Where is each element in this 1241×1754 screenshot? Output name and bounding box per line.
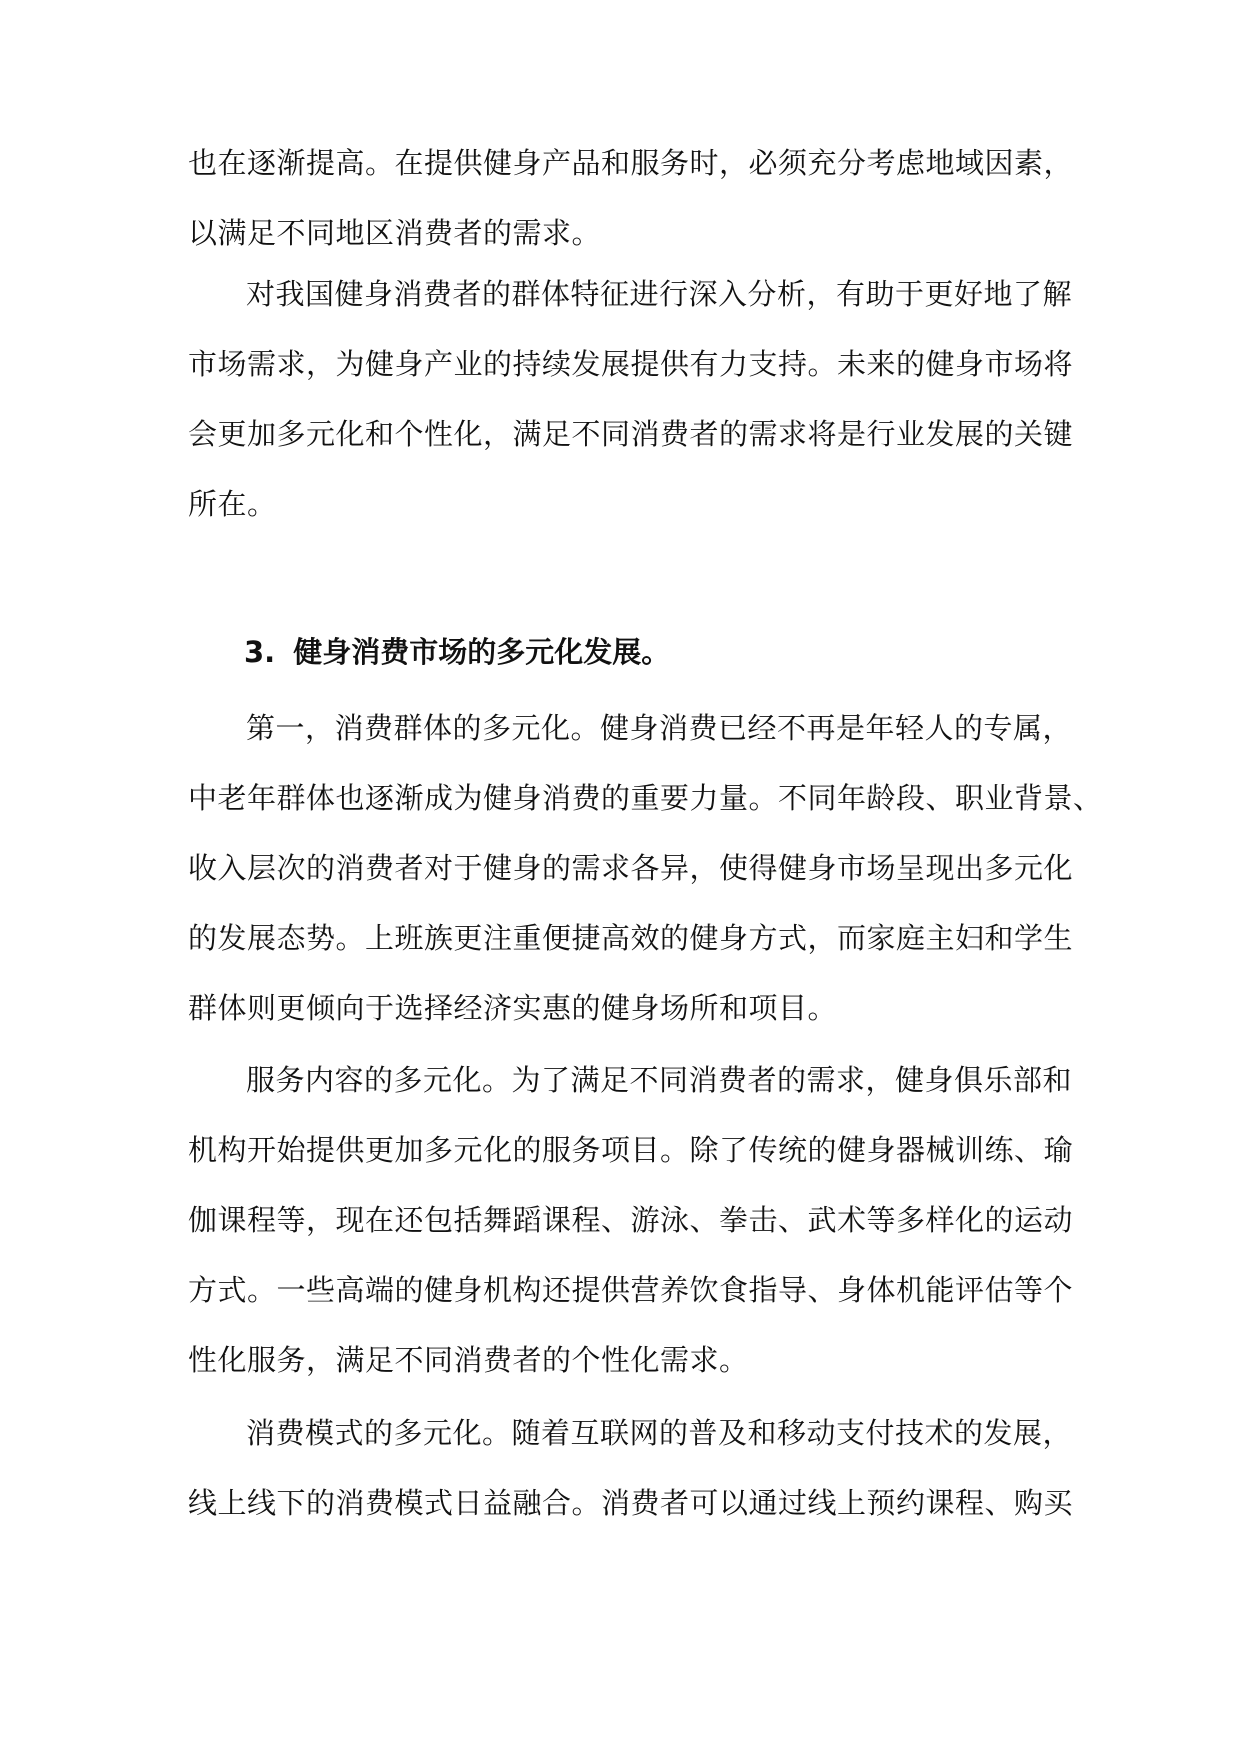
text-line: 线上线下的消费模式日益融合。消费者可以通过线上预约课程、购买 xyxy=(188,1486,1074,1520)
paragraph-continuation xyxy=(188,128,1074,268)
text-line: 服务内容的多元化。为了满足不同消费者的需求，健身俱乐部和 xyxy=(246,1063,1073,1097)
text-line: 性化服务，满足不同消费者的个性化需求。 xyxy=(188,1343,749,1377)
text-line: 也在逐渐提高。在提供健身产品和服务时，必须充分考虑地域因素， xyxy=(188,146,1074,180)
text-line: 的发展态势。上班族更注重便捷高效的健身方式，而家庭主妇和学生 xyxy=(188,921,1074,955)
paragraph-service-content xyxy=(188,1045,1074,1395)
text-line: 会更加多元化和个性化，满足不同消费者的需求将是行业发展的关键 xyxy=(188,417,1074,451)
text-line: 对我国健身消费者的群体特征进行深入分析，有助于更好地了解 xyxy=(246,277,1073,311)
text-line: 中老年群体也逐渐成为健身消费的重要力量。不同年龄段、职业背景、 xyxy=(188,781,1103,815)
text-line: 市场需求，为健身产业的持续发展提供有力支持。未来的健身市场将 xyxy=(188,347,1074,381)
text-line: 群体则更倾向于选择经济实惠的健身场所和项目。 xyxy=(188,991,838,1025)
paragraph-consumer-groups xyxy=(188,693,1103,1043)
text-line: 所在。 xyxy=(188,487,277,521)
section-heading xyxy=(244,617,670,687)
paragraph-summary xyxy=(188,259,1074,539)
text-line: 方式。一些高端的健身机构还提供营养饮食指导、身体机能评估等个 xyxy=(188,1273,1074,1307)
text-line: 消费模式的多元化。随着互联网的普及和移动支付技术的发展， xyxy=(246,1416,1073,1450)
text-line: 以满足不同地区消费者的需求。 xyxy=(188,216,602,250)
paragraph-consumption-mode xyxy=(188,1398,1074,1538)
text-line: 第一，消费群体的多元化。健身消费已经不再是年轻人的专属， xyxy=(246,711,1073,745)
text-line: 收入层次的消费者对于健身的需求各异，使得健身市场呈现出多元化 xyxy=(188,851,1074,885)
text-line: 伽课程等，现在还包括舞蹈课程、游泳、拳击、武术等多样化的运动 xyxy=(188,1203,1074,1237)
text-line: 机构开始提供更加多元化的服务项目。除了传统的健身器械训练、瑜 xyxy=(188,1133,1074,1167)
section-number: 3. xyxy=(244,635,276,669)
section-title: 健身消费市场的多元化发展。 xyxy=(293,635,671,669)
